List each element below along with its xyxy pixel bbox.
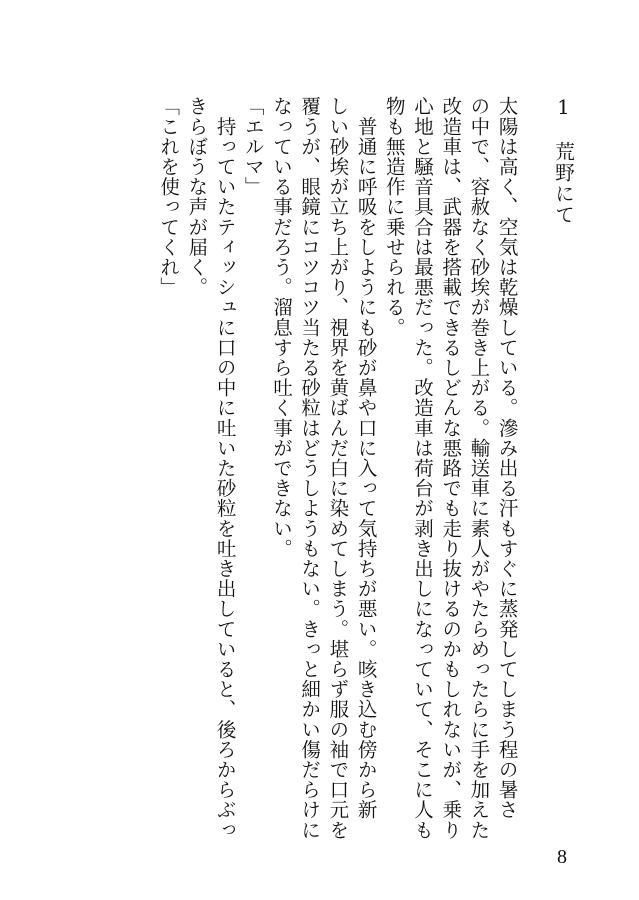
spacer-line <box>521 96 549 856</box>
body-line: きらぼうな声が届く。 <box>185 96 209 297</box>
body-line: なっている事だろう。溜息すら吐く事ができない。 <box>269 96 293 559</box>
chapter-heading: 1 荒野にて <box>552 96 575 226</box>
body-line: 「エルマ」 <box>241 96 265 197</box>
body-line: 覆うが、眼鏡にコツコツ当たる砂粒はどうしようもない。きっと細かい傷だらけに <box>298 96 322 840</box>
body-line: 物も無造作に乗せられる。 <box>382 96 406 338</box>
body-line: 太陽は高く、空気は乾燥している。滲み出る汗もすぐに蒸発してしまう程の暑さ <box>495 96 519 820</box>
body-line: 持っていたティッシュに口の中に吐いた砂粒を吐き出していると、後ろからぶっ <box>213 96 237 840</box>
page-number: 8 <box>557 846 567 868</box>
body-line: の中で、容赦なく砂埃が巻き上がる。輸送車に素人がやたらめったらに手を加えた <box>467 96 491 840</box>
body-line: 改造車は、武器を搭載できるしどんな悪路でも走り抜けるのかもしれないが、乗り <box>439 96 463 840</box>
body-line: 心地と騒音具合は最悪だった。改造車は荷台が剥き出しになっていて、そこに人も <box>410 96 434 840</box>
body-line: 普通に呼吸をしようにも砂が鼻や口に入って気持ちが悪い。咳き込む傍から新 <box>354 96 378 820</box>
body-line: しい砂埃が立ち上がり、視界を黄ばんだ白に染めてしまう。堪らず服の袖で口元を <box>326 96 350 840</box>
vertical-text-block <box>154 96 577 856</box>
body-line: 「これを使ってくれ」 <box>157 96 181 297</box>
